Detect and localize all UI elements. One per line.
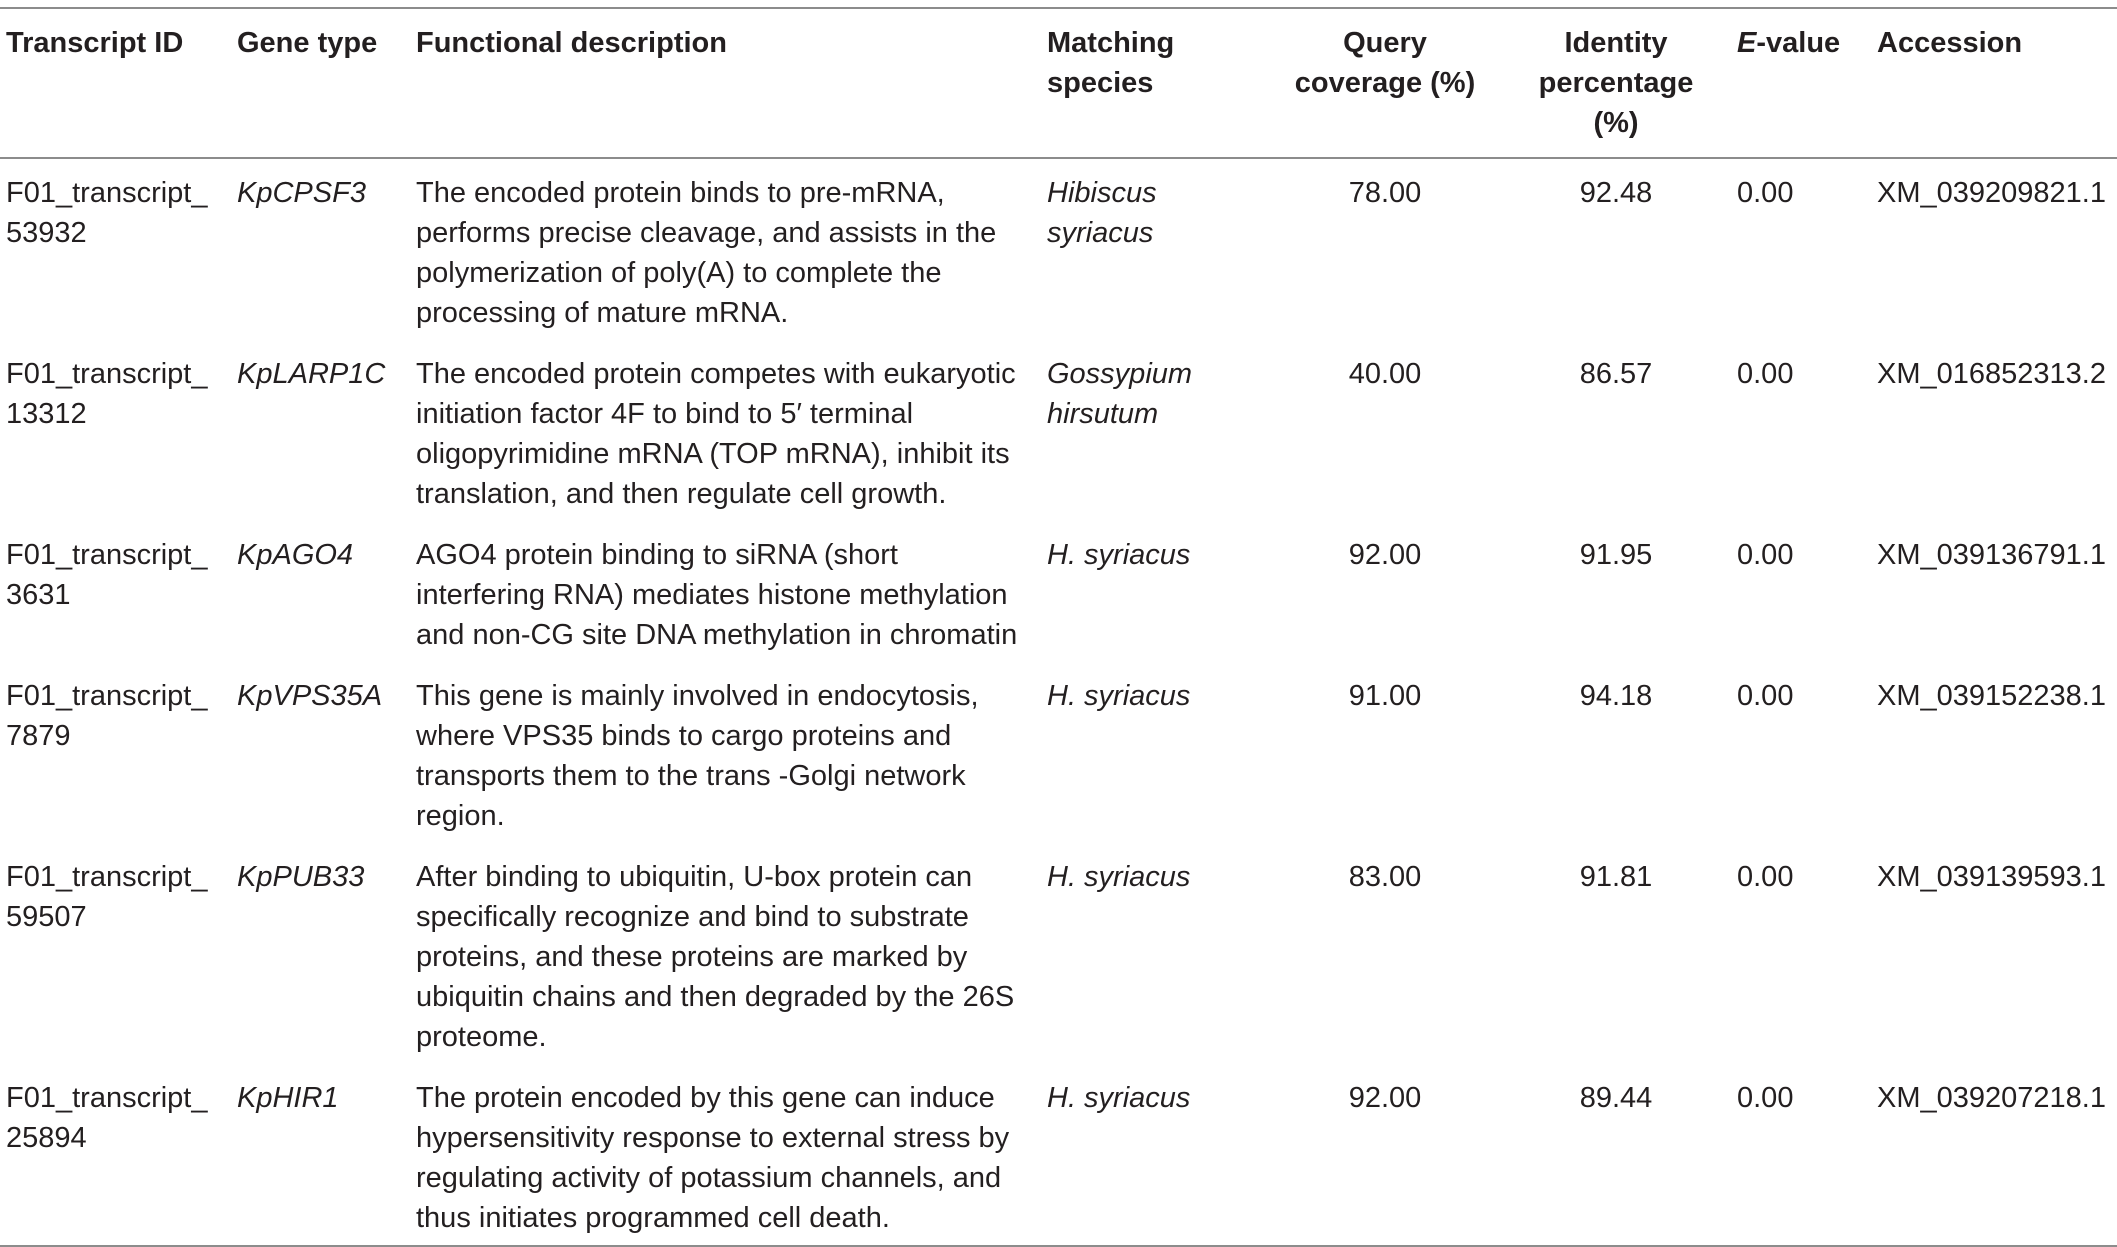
query-coverage-value: 92.00 bbox=[1348, 1082, 1422, 1114]
header-functional-description-text: Functional description bbox=[416, 27, 727, 59]
cell-matching-species bbox=[1047, 158, 1275, 340]
cell-matching-species bbox=[1047, 1064, 1275, 1246]
description-line: region. bbox=[416, 800, 505, 832]
header-e-value-rest: -value bbox=[1756, 27, 1841, 59]
table-header bbox=[0, 8, 2117, 158]
header-transcript-id-text: Transcript ID bbox=[6, 27, 184, 59]
header-matching-species bbox=[1047, 8, 1275, 158]
cell-functional-description bbox=[416, 521, 1047, 662]
header-matching-species-line1: Matching bbox=[1047, 27, 1175, 59]
description-line: interfering RNA) mediates histone methylation bbox=[416, 579, 1008, 611]
description-line: processing of mature mRNA. bbox=[416, 297, 789, 329]
description-line: The encoded protein binds to pre-mRNA, bbox=[416, 177, 945, 209]
identity-value: 89.44 bbox=[1579, 1082, 1653, 1114]
header-gene-type bbox=[233, 8, 416, 158]
cell-gene-type bbox=[233, 662, 416, 843]
query-coverage-value: 83.00 bbox=[1348, 861, 1422, 893]
transcript-id-line1: F01_transcript_ bbox=[6, 1082, 208, 1114]
accession-value: XM_039139593.1 bbox=[1877, 861, 2106, 893]
table-row bbox=[0, 521, 2117, 662]
table-row bbox=[0, 340, 2117, 521]
gene-name: KpLARP1C bbox=[237, 358, 386, 390]
transcript-id-line1: F01_transcript_ bbox=[6, 539, 208, 571]
header-query-coverage-line1: Query bbox=[1343, 27, 1427, 59]
transcript-id-line2: 53932 bbox=[6, 217, 87, 249]
accession-value: XM_039207218.1 bbox=[1877, 1082, 2106, 1114]
header-functional-description bbox=[416, 8, 1047, 158]
transcript-table bbox=[0, 7, 2117, 1247]
cell-identity-percentage bbox=[1495, 158, 1737, 340]
cell-matching-species bbox=[1047, 340, 1275, 521]
accession-value: XM_039136791.1 bbox=[1877, 539, 2106, 571]
cell-gene-type bbox=[233, 843, 416, 1064]
cell-accession bbox=[1877, 1064, 2117, 1246]
query-coverage-value: 40.00 bbox=[1348, 358, 1422, 390]
gene-name: KpHIR1 bbox=[237, 1082, 339, 1114]
species-line2: syriacus bbox=[1047, 217, 1154, 249]
table-row bbox=[0, 662, 2117, 843]
transcript-id-line1: F01_transcript_ bbox=[6, 680, 208, 712]
cell-query-coverage bbox=[1275, 158, 1495, 340]
cell-accession bbox=[1877, 521, 2117, 662]
transcript-id-line2: 13312 bbox=[6, 398, 87, 430]
cell-accession bbox=[1877, 843, 2117, 1064]
cell-identity-percentage bbox=[1495, 843, 1737, 1064]
cell-accession bbox=[1877, 340, 2117, 521]
query-coverage-value: 92.00 bbox=[1348, 539, 1422, 571]
cell-functional-description bbox=[416, 158, 1047, 340]
description-line: translation, and then regulate cell growth. bbox=[416, 478, 947, 510]
cell-transcript-id bbox=[0, 521, 233, 662]
transcript-id-line2: 25894 bbox=[6, 1122, 87, 1154]
cell-query-coverage bbox=[1275, 340, 1495, 521]
cell-gene-type bbox=[233, 340, 416, 521]
description-line: thus initiates programmed cell death. bbox=[416, 1202, 890, 1234]
description-line: proteome. bbox=[416, 1021, 547, 1053]
cell-e-value bbox=[1737, 158, 1877, 340]
header-matching-species-line2: species bbox=[1047, 67, 1154, 99]
identity-value: 86.57 bbox=[1579, 358, 1653, 390]
cell-e-value bbox=[1737, 1064, 1877, 1246]
species-line1: H. syriacus bbox=[1047, 861, 1191, 893]
cell-transcript-id bbox=[0, 1064, 233, 1246]
cell-gene-type bbox=[233, 1064, 416, 1246]
e-value: 0.00 bbox=[1737, 358, 1794, 390]
header-accession bbox=[1877, 8, 2117, 158]
e-value: 0.00 bbox=[1737, 539, 1794, 571]
identity-value: 91.81 bbox=[1579, 861, 1653, 893]
cell-transcript-id bbox=[0, 340, 233, 521]
cell-query-coverage bbox=[1275, 1064, 1495, 1246]
header-row bbox=[0, 8, 2117, 158]
gene-name: KpAGO4 bbox=[237, 539, 354, 571]
transcript-id-line2: 59507 bbox=[6, 901, 87, 933]
identity-value: 92.48 bbox=[1579, 177, 1653, 209]
description-line: where VPS35 binds to cargo proteins and bbox=[416, 720, 952, 752]
accession-value: XM_039209821.1 bbox=[1877, 177, 2106, 209]
description-line: specifically recognize and bind to substrate bbox=[416, 901, 969, 933]
accession-value: XM_039152238.1 bbox=[1877, 680, 2106, 712]
species-line1: H. syriacus bbox=[1047, 539, 1191, 571]
cell-identity-percentage bbox=[1495, 340, 1737, 521]
transcript-id-line2: 3631 bbox=[6, 579, 71, 611]
cell-accession bbox=[1877, 158, 2117, 340]
query-coverage-value: 78.00 bbox=[1348, 177, 1422, 209]
header-accession-text: Accession bbox=[1877, 27, 2023, 59]
header-e-value-italic: E bbox=[1737, 27, 1757, 59]
species-line1: H. syriacus bbox=[1047, 680, 1191, 712]
description-line: After binding to ubiquitin, U-box protein can bbox=[416, 861, 973, 893]
cell-functional-description bbox=[416, 340, 1047, 521]
header-query-coverage bbox=[1275, 8, 1495, 158]
species-line1: Gossypium bbox=[1047, 358, 1193, 390]
table-body bbox=[0, 158, 2117, 1246]
cell-e-value bbox=[1737, 843, 1877, 1064]
description-line: oligopyrimidine mRNA (TOP mRNA), inhibit its bbox=[416, 438, 1010, 470]
e-value: 0.00 bbox=[1737, 680, 1794, 712]
identity-value: 94.18 bbox=[1579, 680, 1653, 712]
e-value: 0.00 bbox=[1737, 1082, 1794, 1114]
header-identity-line1: Identity bbox=[1564, 27, 1668, 59]
description-line: and non-CG site DNA methylation in chromatin bbox=[416, 619, 1018, 651]
table-row bbox=[0, 843, 2117, 1064]
description-line: transports them to the trans -Golgi network bbox=[416, 760, 966, 792]
description-line: The encoded protein competes with eukaryotic bbox=[416, 358, 1016, 390]
header-transcript-id bbox=[0, 8, 233, 158]
header-gene-type-text: Gene type bbox=[237, 27, 378, 59]
description-line: This gene is mainly involved in endocytosis, bbox=[416, 680, 979, 712]
transcript-id-line1: F01_transcript_ bbox=[6, 177, 208, 209]
gene-name: KpCPSF3 bbox=[237, 177, 366, 209]
accession-value: XM_016852313.2 bbox=[1877, 358, 2106, 390]
cell-query-coverage bbox=[1275, 662, 1495, 843]
cell-matching-species bbox=[1047, 521, 1275, 662]
cell-matching-species bbox=[1047, 662, 1275, 843]
cell-transcript-id bbox=[0, 158, 233, 340]
cell-identity-percentage bbox=[1495, 662, 1737, 843]
cell-e-value bbox=[1737, 521, 1877, 662]
cell-query-coverage bbox=[1275, 521, 1495, 662]
cell-identity-percentage bbox=[1495, 521, 1737, 662]
description-line: AGO4 protein binding to siRNA (short bbox=[416, 539, 898, 571]
cell-functional-description bbox=[416, 1064, 1047, 1246]
description-line: initiation factor 4F to bind to 5′ terminal bbox=[416, 398, 914, 430]
species-line2: hirsutum bbox=[1047, 398, 1159, 430]
transcript-id-line1: F01_transcript_ bbox=[6, 358, 208, 390]
header-query-coverage-line2: coverage (%) bbox=[1294, 67, 1476, 99]
description-line: The protein encoded by this gene can induce bbox=[416, 1082, 995, 1114]
description-line: ubiquitin chains and then degraded by the 26S bbox=[416, 981, 1015, 1013]
gene-name: KpVPS35A bbox=[237, 680, 383, 712]
cell-gene-type bbox=[233, 521, 416, 662]
transcript-id-line1: F01_transcript_ bbox=[6, 861, 208, 893]
header-identity-line2: percentage bbox=[1538, 67, 1694, 99]
species-line1: Hibiscus bbox=[1047, 177, 1157, 209]
cell-e-value bbox=[1737, 340, 1877, 521]
description-line: hypersensitivity response to external stress by bbox=[416, 1122, 1010, 1154]
cell-matching-species bbox=[1047, 843, 1275, 1064]
e-value: 0.00 bbox=[1737, 861, 1794, 893]
cell-transcript-id bbox=[0, 662, 233, 843]
gene-name: KpPUB33 bbox=[237, 861, 365, 893]
cell-transcript-id bbox=[0, 843, 233, 1064]
description-line: performs precise cleavage, and assists in the bbox=[416, 217, 997, 249]
cell-functional-description bbox=[416, 662, 1047, 843]
cell-e-value bbox=[1737, 662, 1877, 843]
table-row bbox=[0, 1064, 2117, 1246]
header-e-value bbox=[1737, 8, 1877, 158]
cell-identity-percentage bbox=[1495, 1064, 1737, 1246]
header-identity-line3: (%) bbox=[1593, 107, 1639, 139]
description-line: polymerization of poly(A) to complete the bbox=[416, 257, 942, 289]
cell-accession bbox=[1877, 662, 2117, 843]
table-row bbox=[0, 158, 2117, 340]
query-coverage-value: 91.00 bbox=[1348, 680, 1422, 712]
cell-gene-type bbox=[233, 158, 416, 340]
e-value: 0.00 bbox=[1737, 177, 1794, 209]
identity-value: 91.95 bbox=[1579, 539, 1653, 571]
cell-functional-description bbox=[416, 843, 1047, 1064]
description-line: proteins, and these proteins are marked by bbox=[416, 941, 968, 973]
description-line: regulating activity of potassium channels, and bbox=[416, 1162, 1002, 1194]
cell-query-coverage bbox=[1275, 843, 1495, 1064]
species-line1: H. syriacus bbox=[1047, 1082, 1191, 1114]
transcript-id-line2: 7879 bbox=[6, 720, 71, 752]
header-identity-percentage bbox=[1495, 8, 1737, 158]
